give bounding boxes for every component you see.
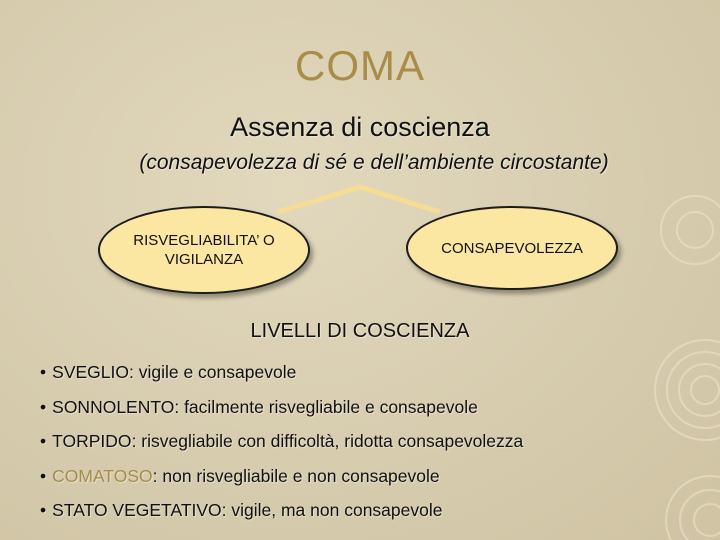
level-description: : risvegliabile con difficoltà, ridotta consapevolezza: [131, 431, 524, 451]
level-description: : non risvegliabile e non consapevole: [152, 465, 440, 486]
list-item: [40, 362, 523, 397]
list-item: [40, 500, 523, 535]
slide-subtitle: Assenza di coscienza: [230, 112, 490, 142]
level-description: : vigile e consapevole: [128, 362, 297, 382]
level-term: TORPIDO: [52, 431, 132, 451]
list-item: [40, 431, 523, 466]
bullet-glyph: •: [40, 500, 47, 520]
level-description: : vigile, ma non consapevole: [221, 500, 443, 520]
list-item: [40, 397, 523, 432]
level-term-highlighted: COMATOSO: [52, 465, 153, 486]
bullet-glyph: •: [40, 362, 47, 382]
slide-title: COMA: [295, 42, 425, 89]
list-item: [40, 466, 523, 501]
concept-label: CONSAPEVOLEZZA: [441, 239, 583, 257]
slide-subtitle-detail: (consapevolezza di sé e dell’ambiente circostante): [139, 151, 609, 174]
bullet-glyph: •: [40, 431, 47, 451]
level-term: SONNOLENTO: [52, 396, 175, 417]
bullet-glyph: •: [40, 465, 47, 486]
levels-list: [40, 362, 523, 535]
concept-ellipse-consapevolezza: [406, 206, 618, 290]
level-term: SVEGLIO: [52, 362, 129, 382]
concept-label-line1: RISVEGLIABILITA’ O: [133, 232, 275, 249]
level-description: : facilmente risvegliabile e consapevole: [174, 396, 478, 417]
level-term: STATO VEGETATIVO: [52, 500, 222, 520]
concept-label-line2: VIGILANZA: [164, 251, 244, 268]
concept-ellipse-risvegliabilita: [98, 206, 310, 294]
section-title: LIVELLI DI COSCIENZA: [250, 320, 470, 342]
bullet-glyph: •: [40, 396, 47, 417]
